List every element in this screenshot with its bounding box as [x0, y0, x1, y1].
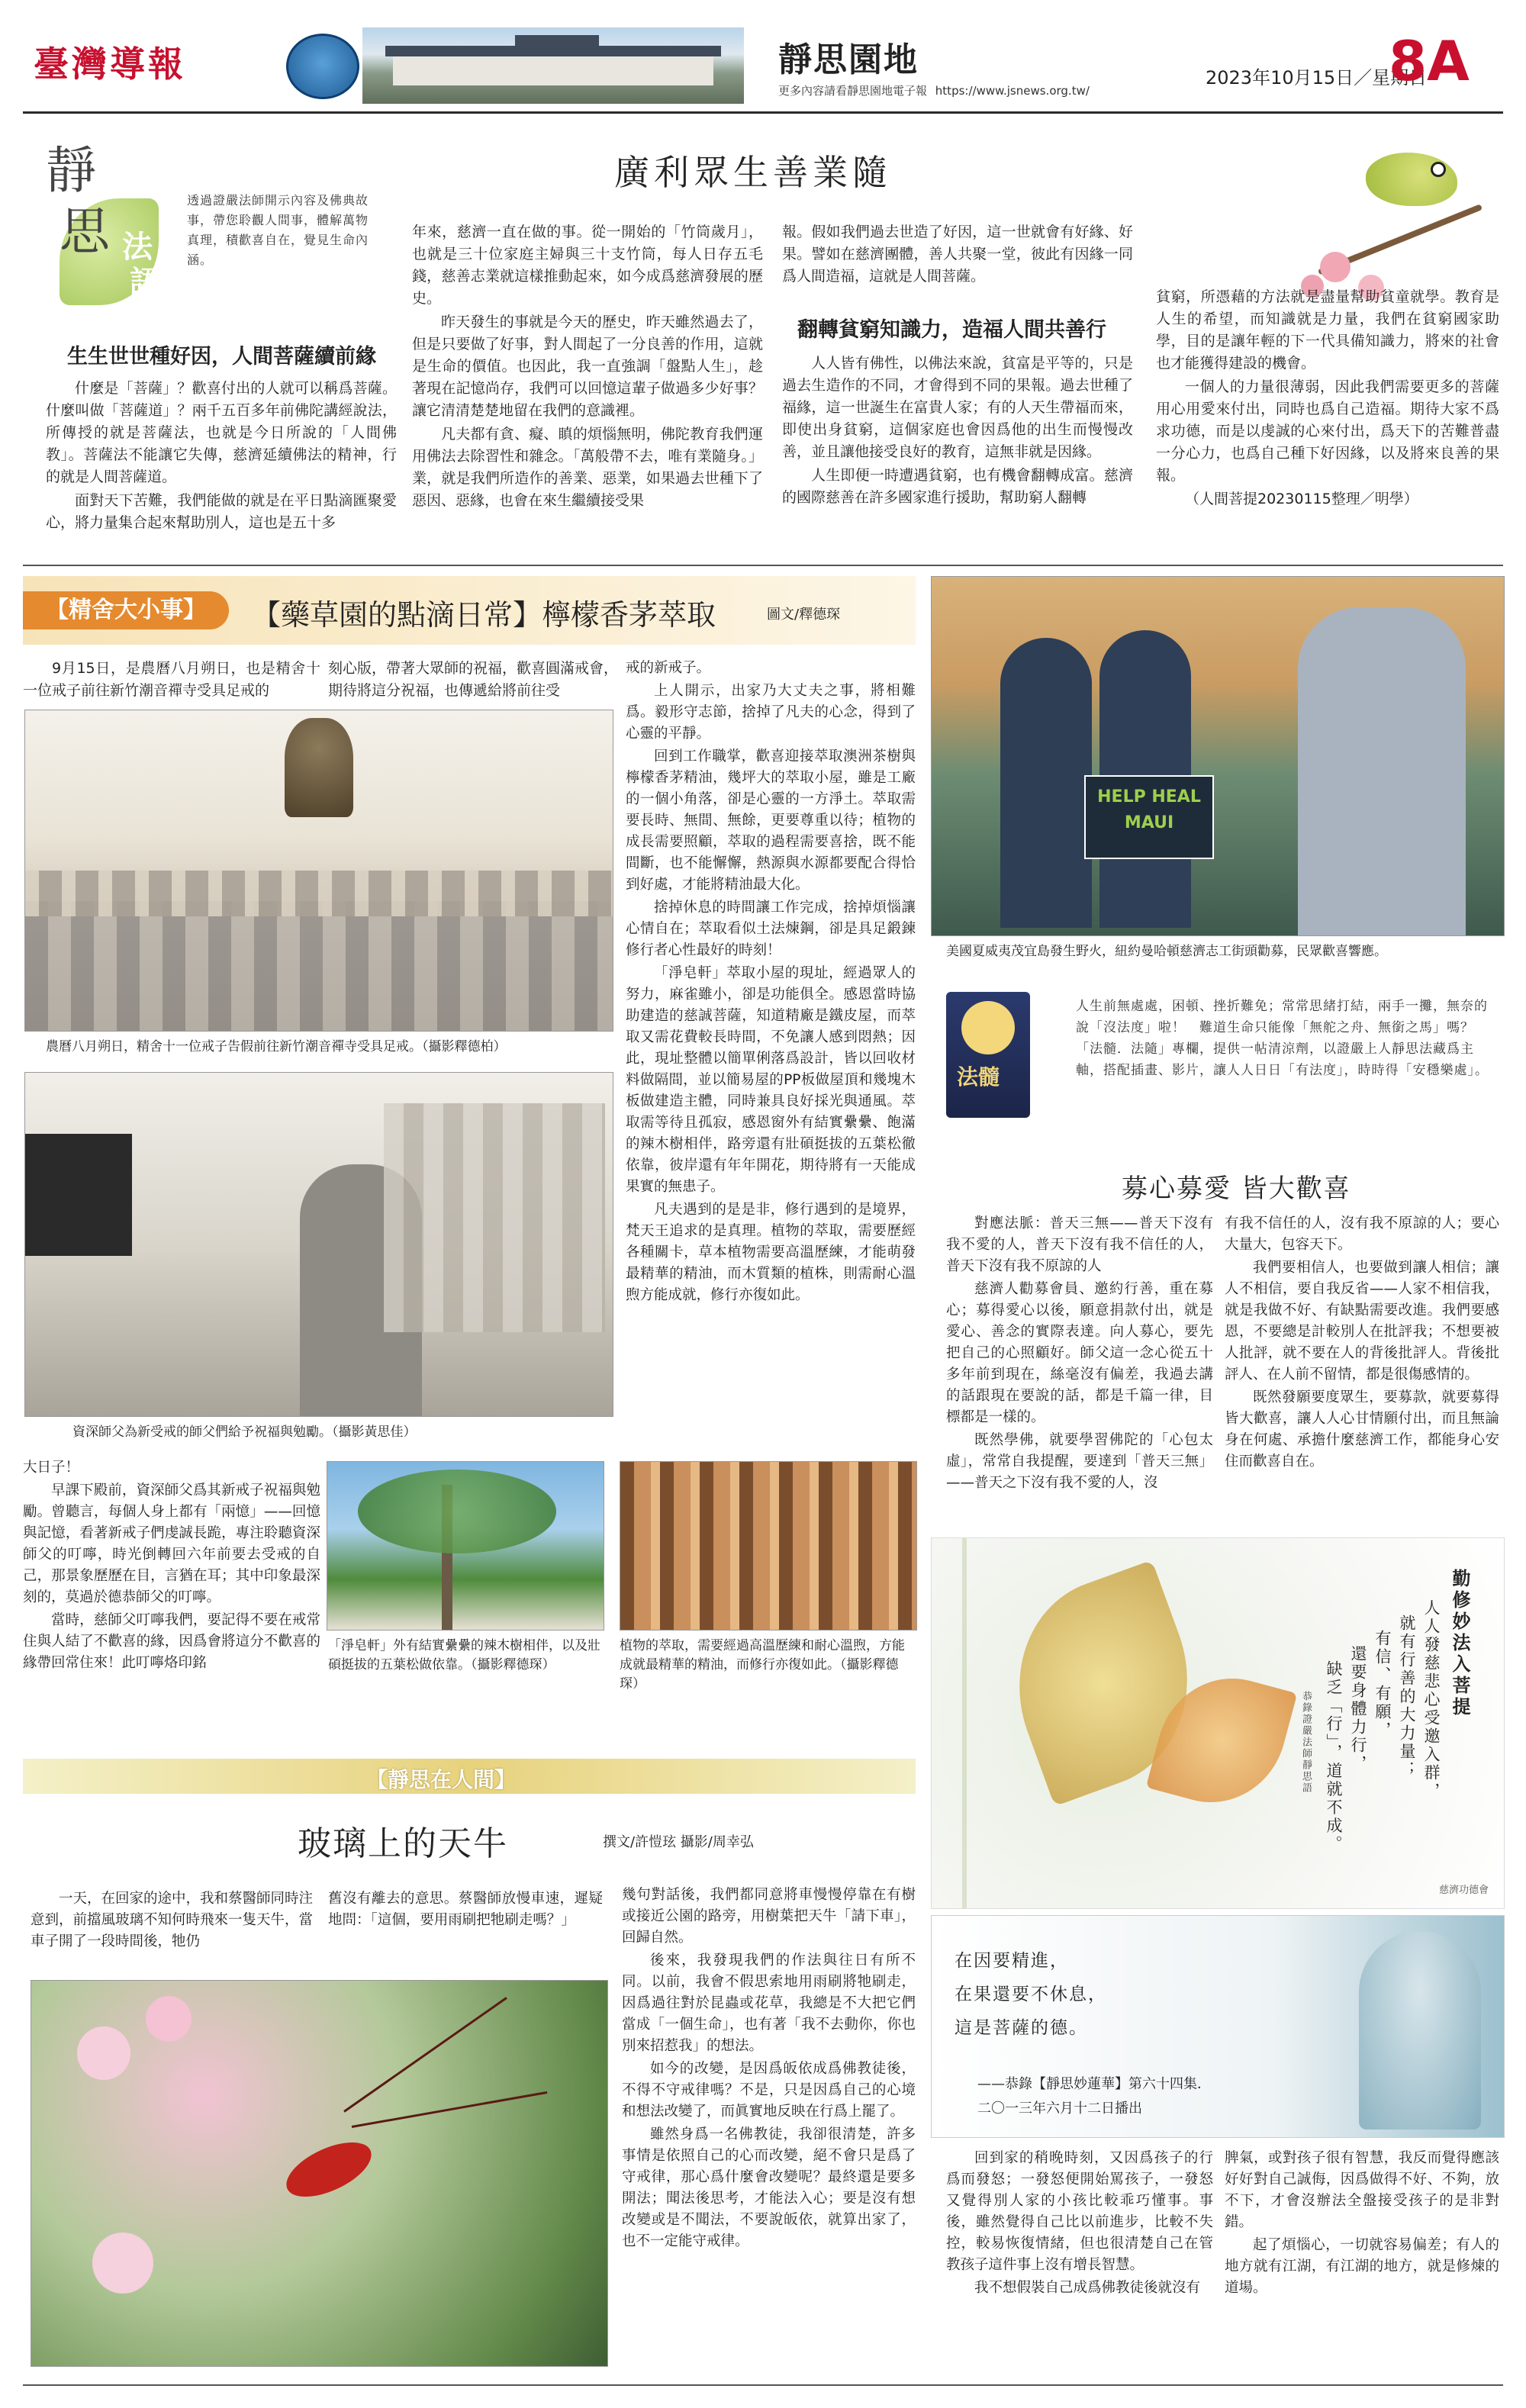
quote-line-3: 這是菩薩的德。 [955, 2018, 1088, 2038]
subheading-1: 生生世世種好因，人間菩薩續前緣 [67, 345, 376, 369]
leaf-quote-panel [931, 1537, 1505, 1909]
wood-photo [620, 1461, 917, 1631]
fadui-col-2 [1225, 1213, 1499, 1474]
subtitle-text: 更多內容請看靜思園地電子報 [778, 84, 928, 98]
fadui-title: 募心募愛 皆大歡喜 [1122, 1173, 1351, 1204]
byline: 撰文/許愷玹 攝影/周幸弘 [603, 1834, 754, 1850]
ordination-photo [24, 710, 613, 1032]
page-number: 8A [1389, 29, 1470, 93]
subheading-2: 翻轉貧窮知識力，造福人間共善行 [797, 318, 1106, 342]
paragraph: 面對天下苦難，我們能做的就是在平日點滴匯聚愛心，將力量集合起來幫助別人，這也是五十多 [46, 492, 397, 531]
masthead [23, 23, 1503, 108]
paragraph: 幾句對話後，我們都同意將車慢慢停靠在有樹或接近公園的路旁，用樹葉把天牛「請下車」，回歸自然。 [622, 1887, 916, 1946]
paragraph: 對應法脈：普天三無——普天下沒有我不愛的人，普天下沒有我不信任的人，普天下沒有我不原諒的人 [946, 1215, 1213, 1274]
quote-panel [931, 1915, 1505, 2138]
paragraph: 昨天發生的事就是今天的歷史，昨天雖然過去了，但是只要做了好事，對人間起了一分良善的作用，這就是生命的價值。也因此，我一直強調「盤點人生」，趁著現在記憶尚存，我們可以回憶這輩子做過多少好事？讓它清清楚楚地留在我們的意識裡。 [412, 314, 763, 419]
jingshe-col-2 [328, 658, 618, 703]
logo-char-3: 法 [122, 229, 153, 265]
paragraph: 舊沒有離去的意思。蔡醫師放慢車速，遲疑地問：「這個，要用雨刷把牠刷走嗎？」 [328, 1891, 603, 1928]
article-title: 【藥草園的點滴日常】檸檬香茅萃取 [252, 598, 716, 632]
paragraph: 一天，在回家的途中，我和蔡醫師同時注意到，前擋風玻璃不知何時飛來一隻天牛，當車子開了一段時間後，牠仍 [31, 1891, 314, 1949]
paragraph: 回到家的稍晚時刻，又因爲孩子的行爲而發怒；一發怒便開始罵孩子，一發怒又覺得別人家的小孩比較乖巧懂事。事後，雖然覺得自己比以前進步，比較不失控，較易恢復情緒，但也很清楚自己在管教孩子這件事上沒有增長智慧。 [946, 2150, 1213, 2273]
fadui-intro: 人生前無處處，困頓、挫折難免；常常思緒打結，兩手一攤，無奈的說「沒法度」啦！ 難道生命只能像「無舵之舟、無銜之馬」嗎？「法髓．法隨」專欄，提供一帖清涼劑，以證嚴上人靜思法藏爲主軸，搭配插畫、影片，讓人人日日「有法度」，時時得「安穩樂處」。 [1076, 999, 1489, 1078]
panel-line-1: 人人發慈悲心受邀入群， [1422, 1599, 1441, 1801]
story-col-5 [1225, 2148, 1499, 2300]
quote-source-2: 二〇一三年六月十二日播出 [977, 2101, 1142, 2117]
quote-line-1: 在因要精進， [955, 1951, 1069, 1971]
paragraph: 戒的新戒子。 [626, 660, 711, 676]
top-col-1 [46, 378, 397, 536]
paragraph: 後來，我發現我們的作法與往日有所不同。以前，我會不假思索地用雨刷將牠刷走，因爲過往對於昆蟲或花草，我總是不大把它們當成「一個生命」，也有著「我不去動你，你也別來招惹我」的想法。 [622, 1952, 916, 2054]
story-title: 玻璃上的天牛 [298, 1824, 508, 1863]
section-tag: 【靜思在人間】 [366, 1767, 517, 1792]
blessing-photo [24, 1072, 613, 1417]
jingshe-col-1 [23, 658, 320, 703]
paragraph: 刻心版，帶著大眾師的祝福，歡喜圓滿戒會，期待將這分祝福，也傳遞給將前往受 [328, 660, 619, 699]
story-col-3 [622, 1885, 916, 2254]
paragraph: 凡夫遇到的是是非，修行遇到的是境界，梵天王追求的是真理。植物的萃取，需要歷經各種關卡，草本植物需要高溫歷練，才能萌發最精華的精油，而木質類的植株，則需耐心溫煦方能成就，修行亦復如此。 [626, 1202, 916, 1303]
quote-source-1: ——恭錄【靜思妙蓮華】第六十四集． [977, 2076, 1211, 2092]
panel-title: 勤修妙法入菩提 [1449, 1569, 1471, 1718]
panel-author: 恭錄證嚴法師靜思語 [1300, 1691, 1312, 1794]
paragraph: 人人皆有佛性，以佛法來說，貧富是平等的，只是過去生造作的不同，才會得到不同的果報。過去世種了福緣，這一世誕生在富貴人家；有的人天生帶福而來，即使出身貧窮，這個家庭也會因爲他的出生而慢慢改善，並且讓他接受良好的教育，這無非就是因緣。 [782, 355, 1133, 460]
moringa-tree-photo [327, 1461, 604, 1631]
panel-line-5: 缺乏「行」，道就不成。 [1325, 1660, 1343, 1854]
lotus-emblem-icon [286, 34, 359, 99]
bird-illustration [1297, 122, 1495, 313]
section-tag: 【精舍大小事】 [23, 591, 229, 629]
paragraph: 既然發願要度眾生，要募款，就要募得皆大歡喜，讓人人心甘情願付出，而且無論身在何處、承擔什麼慈濟工作，都能身心安住而歡喜自在。 [1225, 1389, 1499, 1470]
top-col-3b [782, 353, 1133, 510]
paragraph: 一個人的力量很薄弱，因此我們需要更多的菩薩用心用愛來付出，同時也爲自己造福。期待大家不爲求功德，而是以虔誠的心來付出，爲天下的苦難普盡一分心力，也爲自己種下好因緣，以及將來良善的果報。 [1156, 378, 1499, 484]
paragraph: 脾氣，或對孩子很有智慧，我反而覺得應該好好對自己誠侮，因爲做得不好、不夠，放不下，才會沒辦法全盤接受孩子的是非對錯。 [1225, 2150, 1499, 2230]
panel-stamp: 慈濟功德會 [1438, 1885, 1489, 1896]
photo-caption: 美國夏威夷茂宜島發生野火，紐約曼哈頓慈濟志工街頭勸募，民眾歡喜響應。 [946, 944, 1387, 959]
longhorn-beetle-photo [31, 1980, 608, 2367]
paragraph: 雖然身爲一名佛教徒，我卻很清楚，許多事情是依照自己的心而改變，絕不會只是爲了守戒律，那心爲什麼會改變呢？最終還是要多開法；聞法後思考，才能法入心；要是沒有想改變或是不聞法，不要說皈依，就算出家了，也不一定能守戒律。 [622, 2126, 916, 2249]
paragraph: 「淨皂軒」萃取小屋的現址，經過眾人的努力，麻雀雖小，卻是功能俱全。感恩當時協助建造的慈誠菩薩，知道精廠是鐵皮屋，而萃取又需花費較長時間，不免讓人感到悶熱；因此，現址整體以簡單俐落爲設計，皆以回收材料做隔間，並以簡易屋的PP板做屋頂和幾塊木板做建造主體，同時兼具良好採光與通風。萃取需等待且孤寂，感恩窗外有結實纍纍、飽滿的辣木樹相伴，路旁還有壯碩挺拔的五葉松徹依靠，彼岸還有年年開花，期待將有一天能成果實的無患子。 [626, 965, 916, 1195]
story-col-1 [31, 1888, 313, 1954]
section-banner [23, 576, 916, 645]
section-title: 靜思園地 [778, 40, 919, 79]
story-col-2 [328, 1888, 603, 1933]
photo-caption: 農曆八月朔日，精舍十一位戒子告假前往新竹潮音禪寺受具足戒。（攝影釋德柏） [46, 1039, 507, 1054]
paragraph: 報。假如我們過去世造了好因，這一世就會有好緣、好果。譬如在慈濟團體，善人共聚一堂，彼此有因緣一同爲人間造福，這就是人間菩薩。 [782, 224, 1133, 285]
jingshe-col-left-bottom [23, 1457, 320, 1676]
bottom-rule [23, 2384, 1503, 2386]
story-col-4 [946, 2148, 1213, 2300]
fadui-logo [946, 992, 1030, 1118]
paragraph: 人生即便一時遭遇貧窮，也有機會翻轉成富。慈濟的國際慈善在許多國家進行援助，幫助窮人翻轉 [782, 467, 1133, 506]
quote-line-2: 在果還要不休息， [955, 1985, 1107, 2004]
photo-caption: 「淨皂軒」外有結實纍纍的辣木樹相伴，以及壯碩挺拔的五葉松做依靠。（攝影釋德琛） [328, 1638, 600, 1672]
panel-line-2: 就有行善的大力量； [1398, 1614, 1416, 1779]
top-col-4 [1156, 286, 1499, 512]
logo-char-4: 語 [130, 264, 160, 300]
maui-fundraising-photo [931, 576, 1505, 936]
paragraph: 9月15日，是農曆八月朔日，也是精舍十一位戒子前往新竹潮音禪寺受具足戒的 [23, 660, 320, 699]
logo-char-1: 靜 [46, 141, 96, 200]
header-rule [23, 111, 1503, 114]
paragraph: 我不想假裝自己成爲佛教徒後就沒有 [974, 2280, 1201, 2296]
fadui-col-1 [946, 1213, 1213, 1495]
divider [23, 565, 1503, 566]
paragraph: （人間菩提20230115整理／明學） [1185, 491, 1418, 507]
e-newsletter-note [778, 82, 1090, 98]
paragraph: 年來，慈濟一直在做的事。從一開始的「竹筒歲月」，也就是三十位家庭主婦與三十支竹筒，每人日存五毛錢，慈善志業就這樣推動起來，如今成爲慈濟發展的歷史。 [412, 224, 763, 307]
paragraph: 我們要相信人，也要做到讓人相信；讓人不相信，要自我反省——人家不相信我，就是我做不好、有缺點需要改進。我們要感恩，不要總是計較別人在批評我；不想要被人批評，就不要在人的背後批評人。背後批評人、在人前不留情，都是很傷感情的。 [1225, 1260, 1499, 1383]
paragraph: 早課下殿前，資深師父爲其新戒子祝福與勉勵。曾聽言，每個人身上都有「兩憶」——回憶與記憶，看著新戒子們虔誠長跪，專注聆聽資深師父的叮嚀，時光倒轉回六年前要去受戒的自己，那景象歷歷在目，言猶在耳；其中印象最深刻的，莫過於德恭師父的叮嚀。 [23, 1482, 320, 1605]
newspaper-logo: 臺灣導報 [34, 43, 186, 85]
website-link[interactable]: https://www.jsnews.org.tw/ [935, 84, 1090, 98]
jingshe-col-3 [626, 658, 916, 1308]
top-col-3 [782, 221, 1133, 289]
byline: 圖文/釋德琛 [767, 607, 841, 623]
panel-line-4: 還要身體力行， [1349, 1645, 1367, 1773]
paragraph: 貧窮，所憑藉的方法就是盡量幫助貧童就學。教育是人生的希望，而知識就是力量，我們在貧窮國家助學，目的是讓年輕的下一代具備知識力，將來的社會也才能獲得建設的機會。 [1156, 288, 1499, 372]
paragraph: 上人開示，出家乃大丈夫之事，將相難爲。毅形守志節，捨掉了凡夫的心念，得到了心靈的平靜。 [626, 683, 916, 742]
article-title: 廣利眾生善業隨 [614, 152, 892, 193]
paragraph: 起了煩惱心，一切就容易偏差；有人的地方就有江湖，有江湖的地方，就是修煉的道場。 [1225, 2237, 1499, 2296]
photo-caption: 植物的萃取，需要經過高溫歷練和耐心溫煦，方能成就最精華的精油，而修行亦復如此。（攝影釋德琛） [620, 1638, 905, 1692]
logo-char-2: 思 [60, 202, 110, 261]
section-tag-bar [23, 1759, 916, 1794]
top-col-2 [412, 221, 763, 513]
panel-line-3: 有信、有願， [1373, 1630, 1392, 1740]
column-intro: 透過證嚴法師開示內容及佛典故事，帶您聆觀人間事，體解萬物真理，積歡喜自在，覺見生命內涵。 [187, 193, 369, 267]
paragraph: 當時，慈師父叮嚀我們，要記得不要在戒常住與人結了不歡喜的緣，因爲會將這分不歡喜的緣帶回常住來！此叮嚀烙印銘 [23, 1612, 320, 1671]
abode-building-photo [362, 27, 744, 104]
fadui-label: 法髓 [957, 1064, 1000, 1090]
issue-date: 2023年10月15日／星期日 [1206, 67, 1428, 89]
paragraph: 回到工作職掌，歡喜迎接萃取澳洲茶樹與檸檬香茅精油，幾坪大的萃取小屋，雖是工廠的一個小角落，卻是心靈的一方淨土。萃取需要長時、無間、無餘，更要尊重以待；植物的成長需要照顧，萃取的過程需要喜捨，既不能間斷，也不能懈懈，熱源與水源都要配合得恰到好處，才能將精油最大化。 [626, 748, 916, 893]
help-heal-maui-sign: HELP HEAL MAUI [1084, 775, 1214, 859]
paragraph: 既然學佛，就要學習佛陀的「心包太虛」，常常自我提醒，要達到「普天三無」——普天之下沒有我不愛的人，沒 [946, 1432, 1213, 1491]
jingsi-logo [46, 130, 183, 320]
paragraph: 大日子！ [23, 1460, 80, 1476]
paragraph: 慈濟人勸募會員、邀約行善，重在募心；募得愛心以後，願意捐款付出，就是愛心、善念的實際表達。向人募心，要先把自己的心照顧好。師父這一念心從五十多年前到現在，絲毫沒有偏差，我過去講的話跟現在要說的話，都是千篇一律，目標都是一樣的。 [946, 1281, 1213, 1425]
photo-caption: 資深師父為新受戒的師父們給予祝福與勉勵。（攝影黃思佳） [72, 1425, 417, 1440]
paragraph: 凡夫都有貪、癡、瞋的煩惱無明，佛陀教育我們運用佛法去除習性和雜念。「萬般帶不去，唯有業隨身。」業，就是我們所造作的善業、惡業，如果過去世種下了惡因、惡緣，也會在來生繼續接受果 [412, 426, 763, 509]
paragraph: 捨掉休息的時間讓工作完成，捨掉煩惱讓心情自在；萃取看似土法煉鋼，卻是具足鍛鍊修行者心性最好的時刻！ [626, 900, 916, 958]
paragraph: 什麼是「菩薩」？歡喜付出的人就可以稱爲菩薩。什麼叫做「菩薩道」？兩千五百多年前佛陀講經說法，所傳授的就是菩薩法，也就是今日所說的「人間佛教」。菩薩法不能讓它失傳，慈濟延續佛法的精神，行的就是人間菩薩道。 [46, 380, 397, 485]
paragraph: 有我不信任的人，沒有我不原諒的人；要心大量大，包容天下。 [1225, 1215, 1499, 1253]
paragraph: 如今的改變，是因爲皈依成爲佛教徒後，不得不守戒律嗎？不是，只是因爲自己的心境和想法改變了，而眞實地反映在行爲上罷了。 [622, 2061, 916, 2120]
